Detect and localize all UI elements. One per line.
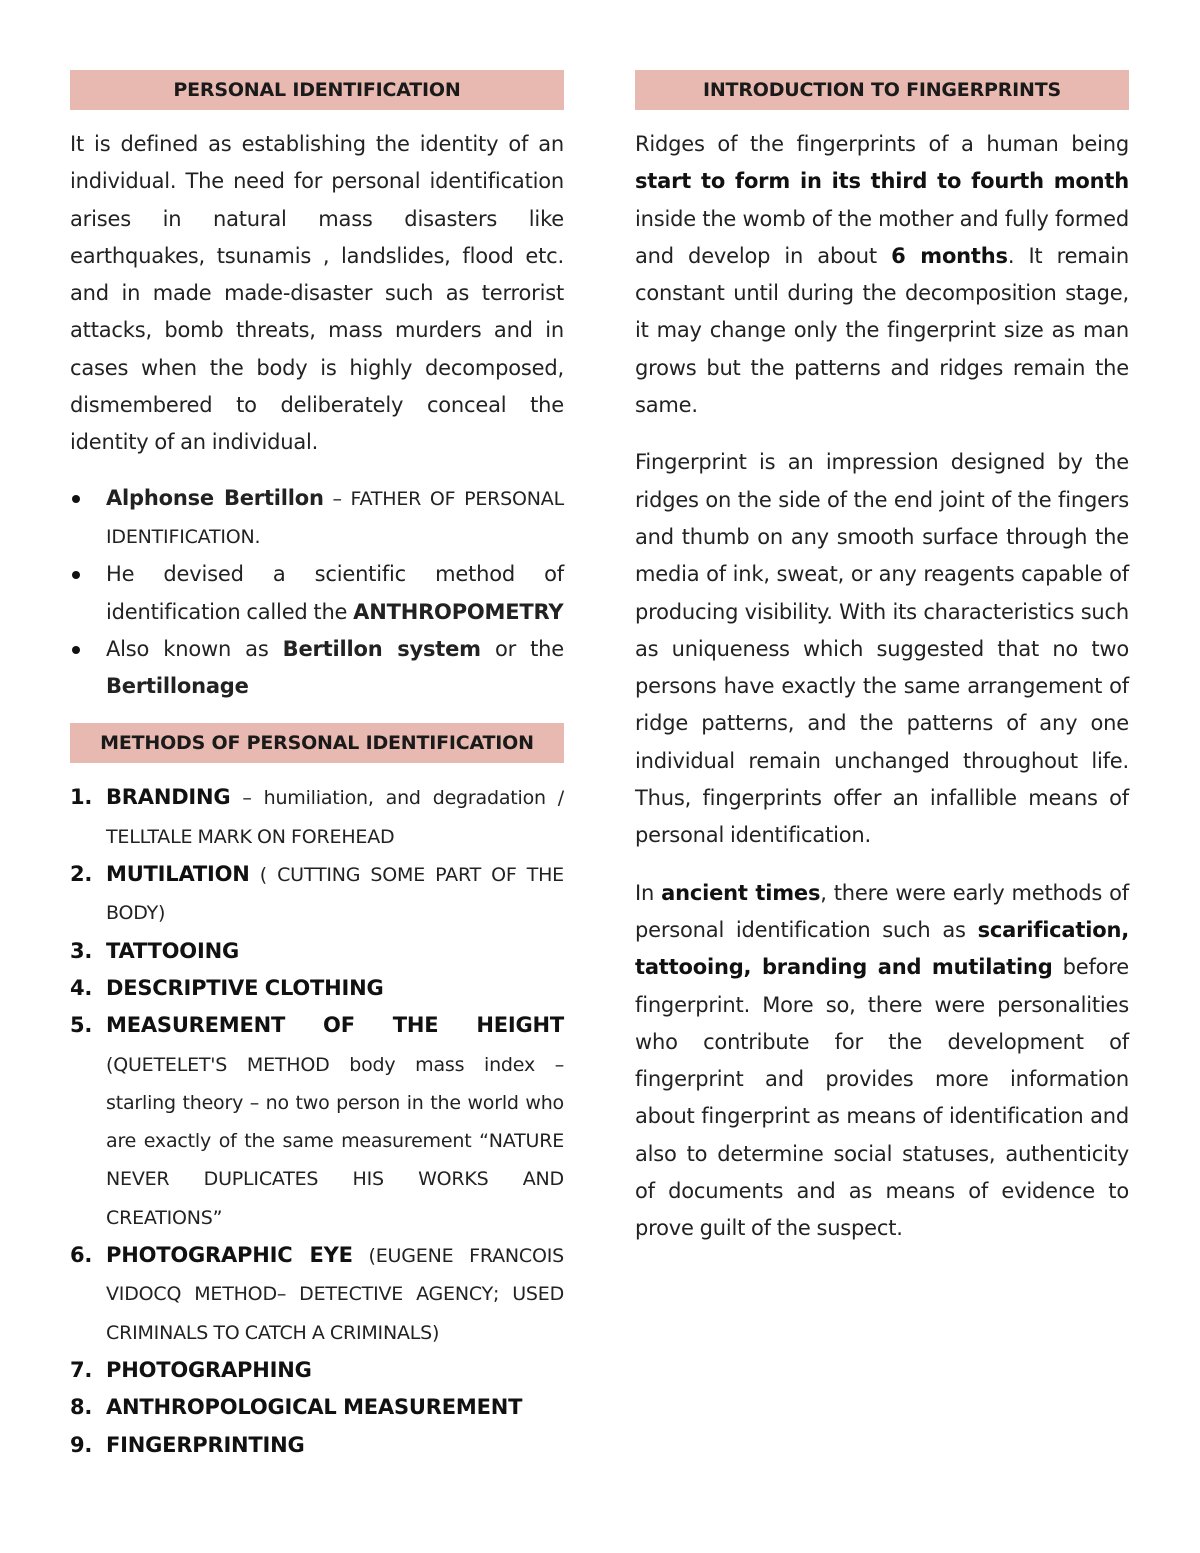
bullet-icon — [72, 495, 80, 503]
paragraph-text: . It remain constant until during the decomposition stage, it may change only the fingerprint size as man grows but the patterns and ridges remain the same. — [635, 243, 1129, 418]
fingerprints-header: INTRODUCTION TO FINGERPRINTS — [635, 70, 1129, 110]
paragraph-text: In — [635, 880, 662, 905]
method-item — [70, 1352, 564, 1389]
left-column — [70, 70, 564, 1464]
paragraph-text: Ridges of the fingerprints of a human being — [635, 132, 1129, 156]
method-description: – humiliation, and degradation / TELLTALE MARK ON FOREHEAD — [106, 787, 564, 848]
method-description: (QUETELET'S METHOD body mass index – starling theory – no two person in the world who are exactly of the same measurement “NATURE NEVER DUPLICATES HIS WORKS AND CREATIONS” — [106, 1053, 564, 1229]
personal-identification-header: PERSONAL IDENTIFICATION — [70, 70, 564, 110]
bullet-text: He devised a scientific method of identification called the — [106, 562, 564, 624]
method-number: 1. — [70, 785, 93, 810]
methods-list — [70, 779, 564, 1463]
bertillon-bullets — [70, 480, 564, 706]
paragraph-bold: 6 months — [891, 243, 1008, 268]
method-item — [70, 1389, 564, 1426]
method-item — [70, 1427, 564, 1464]
bullet-text: – FATHER OF PERSONAL IDENTIFICATION. — [106, 487, 564, 548]
personal-identification-intro: It is defined as establishing the identity of an individual. The need for personal identification arises in natural mass disasters like earthquakes, tsunamis , landslides, flood etc. and in made made-disaster such as terrorist attacks, bomb threats, mass murders and in cases when the body is highly decomposed, dismembered to deliberately conceal the identity of an individual. — [70, 132, 564, 455]
method-title: PHOTOGRAPHIC EYE — [106, 1243, 353, 1268]
method-title: BRANDING — [106, 785, 231, 810]
bullet-bold: Bertillon system — [282, 636, 481, 661]
method-number: 7. — [70, 1357, 93, 1382]
bullet-text: or the — [480, 636, 564, 661]
bullet-bold: Bertillonage — [106, 674, 249, 699]
method-item — [70, 1237, 564, 1352]
method-item — [70, 779, 564, 856]
method-title: MUTILATION — [106, 862, 250, 887]
fingerprints-paragraph-3 — [635, 875, 1129, 1248]
bullet-icon — [72, 571, 80, 579]
method-number: 4. — [70, 975, 93, 1000]
methods-header: METHODS OF PERSONAL IDENTIFICATION — [70, 723, 564, 763]
method-title: ANTHROPOLOGICAL MEASUREMENT — [106, 1395, 523, 1420]
method-item — [70, 933, 564, 970]
bullet-item-anthropometry — [70, 556, 564, 631]
bullet-item-bertillon — [70, 480, 564, 557]
method-number: 9. — [70, 1432, 93, 1457]
bullet-icon — [72, 646, 80, 654]
right-column — [635, 70, 1129, 1248]
method-title: PHOTOGRAPHING — [106, 1357, 312, 1382]
fingerprints-paragraph-2: Fingerprint is an impression designed by the ridges on the side of the end joint of the fingers and thumb on any smooth surface through the media of ink, sweat, or any reagents capable of producing visibility. With its characteristics such as uniqueness which suggested that no two persons have exactly the same arrangement of ridge patterns, and the patterns of any one individual remain unchanged throughout life. Thus, fingerprints offer an infallible means of personal identification. — [635, 450, 1129, 848]
method-description: ( CUTTING SOME PART OF THE BODY) — [106, 864, 564, 925]
bullet-bold: ANTHROPOMETRY — [353, 599, 564, 624]
bullet-item-bertillonage — [70, 631, 564, 706]
fingerprints-paragraph-1 — [635, 126, 1129, 424]
method-number: 8. — [70, 1395, 93, 1420]
method-number: 3. — [70, 938, 93, 963]
method-title: TATTOOING — [106, 938, 239, 963]
method-title: FINGERPRINTING — [106, 1432, 305, 1457]
paragraph-bold: start to form in its third to fourth month — [635, 169, 1129, 194]
paragraph-text: inside the womb of the mother and fully formed and develop in about — [635, 206, 1129, 268]
method-title: MEASUREMENT OF THE HEIGHT — [106, 1013, 564, 1038]
method-number: 6. — [70, 1243, 93, 1268]
method-number: 5. — [70, 1013, 93, 1038]
method-title: DESCRIPTIVE CLOTHING — [106, 975, 384, 1000]
method-item — [70, 1007, 564, 1237]
bullet-text: Also known as — [106, 636, 283, 661]
bullet-bold: Alphonse Bertillon — [106, 485, 324, 510]
paragraph-text: before fingerprint. More so, there were personalities who contribute for the development of fingerprint and provides more information about fingerprint as means of identification and also to determine social statuses, authenticity of documents and as means of evidence to prove guilt of the suspect. — [635, 955, 1129, 1241]
method-item — [70, 856, 564, 933]
method-item — [70, 970, 564, 1007]
paragraph-bold: scarification, tattooing, branding and mutilating — [635, 917, 1129, 980]
method-description: (EUGENE FRANCOIS VIDOCQ METHOD– DETECTIVE AGENCY; USED CRIMINALS TO CATCH A CRIMINALS) — [106, 1245, 564, 1344]
paragraph-bold: ancient times — [661, 880, 821, 905]
paragraph-text: , there were early methods of personal identification such as — [635, 880, 1129, 942]
method-number: 2. — [70, 862, 93, 887]
